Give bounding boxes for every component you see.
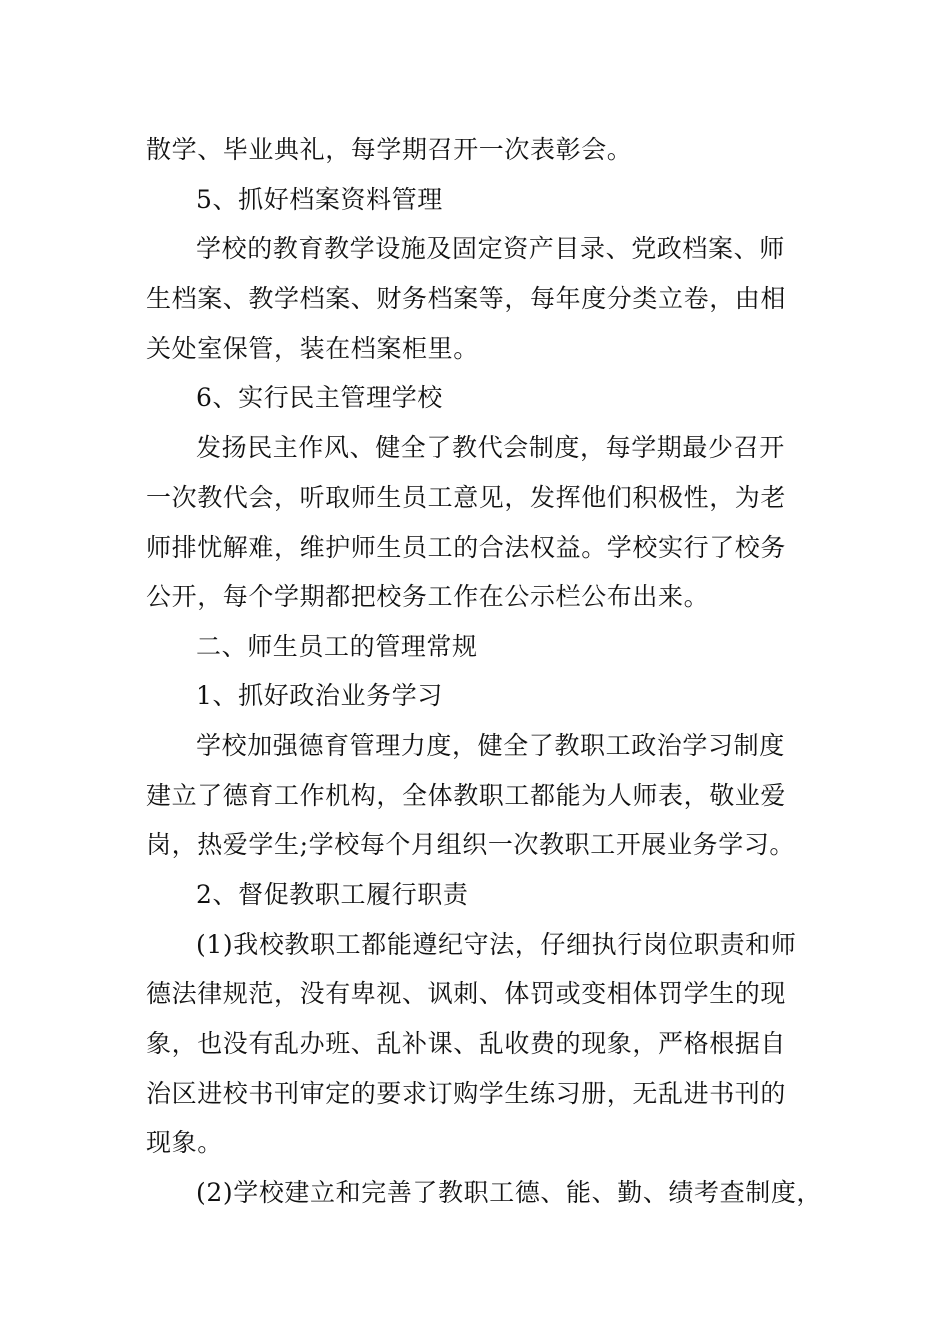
section-heading: 5、抓好档案资料管理	[196, 185, 443, 214]
paragraph-line: 发扬民主作风、健全了教代会制度，每学期最少召开	[196, 433, 785, 462]
paragraph-line: 散学、毕业典礼，每学期召开一次表彰会。	[146, 135, 633, 164]
paragraph-line: (2)学校建立和完善了教职工德、能、勤、绩考查制度，	[196, 1178, 823, 1207]
paragraph-line: (1)我校教职工都能遵纪守法，仔细执行岗位职责和师	[196, 930, 797, 959]
paragraph-line: 一次教代会，听取师生员工意见，发挥他们积极性，为老	[146, 483, 787, 512]
paragraph-line: 生档案、教学档案、财务档案等，每年度分类立卷，由相	[146, 284, 787, 313]
section-heading: 2、督促教职工履行职责	[196, 880, 469, 909]
section-heading: 二、师生员工的管理常规	[196, 632, 478, 661]
paragraph-line: 公开，每个学期都把校务工作在公示栏公布出来。	[146, 582, 710, 611]
paragraph-line: 现象。	[146, 1128, 223, 1157]
paragraph-line: 象，也没有乱办班、乱补课、乱收费的现象，严格根据自	[146, 1029, 787, 1058]
paragraph-line: 治区进校书刊审定的要求订购学生练习册，无乱进书刊的	[146, 1079, 787, 1108]
section-heading: 6、实行民主管理学校	[196, 383, 443, 412]
paragraph-line: 德法律规范，没有卑视、讽刺、体罚或变相体罚学生的现	[146, 979, 787, 1008]
paragraph-line: 岗，热爱学生;学校每个月组织一次教职工开展业务学习。	[146, 830, 796, 859]
section-heading: 1、抓好政治业务学习	[196, 681, 443, 710]
paragraph-line: 建立了德育工作机构，全体教职工都能为人师表，敬业爱	[146, 781, 787, 810]
paragraph-line: 师排忧解难，维护师生员工的合法权益。学校实行了校务	[146, 533, 787, 562]
paragraph-line: 学校的教育教学设施及固定资产目录、党政档案、师	[196, 234, 785, 263]
paragraph-line: 关处室保管，装在档案柜里。	[146, 334, 479, 363]
paragraph-line: 学校加强德育管理力度，健全了教职工政治学习制度	[196, 731, 785, 760]
